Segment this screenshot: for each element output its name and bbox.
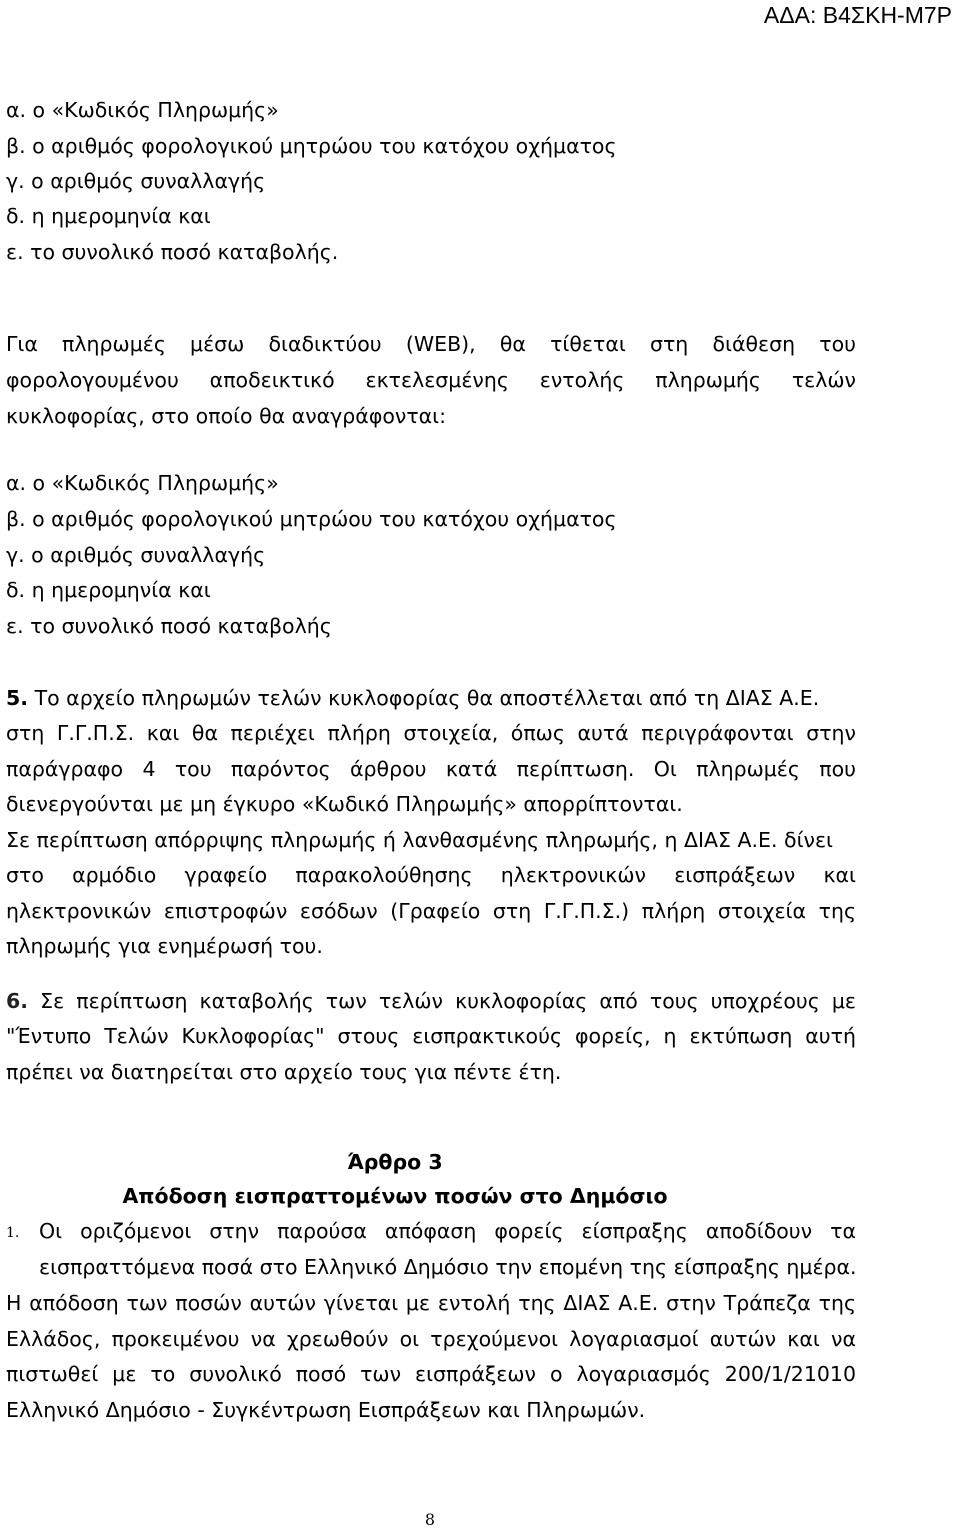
section-number: 6. [6, 989, 29, 1013]
paragraph-line: ηλεκτρονικών επιστροφών εσόδων (Γραφείο στη Γ.Γ.Π.Σ.) πλήρη στοιχεία της [6, 899, 856, 923]
paragraph-line: στο αρμόδιο γραφείο παρακολούθησης ηλεκτρονικών εισπράξεων και [6, 863, 856, 887]
paragraph-line: Σε περίπτωση απόρριψης πληρωμής ή λανθασμένης πληρωμής, η ΔΙΑΣ Α.Ε. δίνει [6, 828, 833, 852]
paragraph-line: Οι οριζόμενοι στην παρούσα απόφαση φορείς είσπραξης αποδίδουν τα [39, 1219, 856, 1243]
paragraph-line: εισπραττόμενα ποσά στο Ελληνικό Δημόσιο την επομένη της είσπραξης ημέρα. [39, 1255, 857, 1279]
paragraph-line: πληρωμής για ενημέρωσή του. [6, 934, 323, 958]
list-item: α. ο «Κωδικός Πληρωμής» [6, 471, 279, 495]
paragraph-line: Ελλάδος, προκειμένου να χρεωθούν οι τρεχούμενοι λογαριασμοί αυτών και να [6, 1327, 856, 1351]
section-number: 5. [6, 686, 29, 710]
list-item: ε. το συνολικό ποσό καταβολής [6, 614, 332, 638]
page-number: 8 [424, 1510, 436, 1529]
list-item: α. ο «Κωδικός Πληρωμής» [6, 98, 279, 122]
article-heading: Άρθρο 3 [347, 1150, 443, 1174]
section-text: Το αρχείο πληρωμών τελών κυκλοφορίας θα αποστέλλεται από τη ΔΙΑΣ Α.Ε. [34, 686, 820, 710]
list-item: β. ο αριθμός φορολογικού μητρώου του κατόχου οχήματος [6, 134, 617, 158]
paragraph-line: πρέπει να διατηρείται στο αρχείο τους για πέντε έτη. [6, 1060, 562, 1084]
list-item: γ. ο αριθμός συναλλαγής [6, 169, 266, 193]
paragraph-line: κυκλοφορίας, στο οποίο θα αναγράφονται: [6, 404, 447, 428]
section-6-first-line [6, 987, 856, 1015]
section-text: Σε περίπτωση καταβολής των τελών κυκλοφορίας από τους υποχρέους με [40, 989, 856, 1013]
article-subheading: Απόδοση εισπραττομένων ποσών στο Δημόσιο [122, 1184, 668, 1208]
section-5-first-line [6, 684, 819, 712]
list-item: γ. ο αριθμός συναλλαγής [6, 543, 266, 567]
list-item: ε. το συνολικό ποσό καταβολής. [6, 240, 339, 264]
paragraph-line: πιστωθεί με το συνολικό ποσό των εισπράξεων ο λογαριασμός 200/1/21010 [6, 1362, 856, 1386]
paragraph-line: φορολογουμένου αποδεικτικό εκτελεσμένης εντολής πληρωμής τελών [6, 368, 856, 392]
list-item: δ. η ημερομηνία και [6, 578, 211, 602]
paragraph-line: διενεργούνται με μη έγκυρο «Κωδικό Πληρωμής» απορρίπτονται. [6, 792, 683, 816]
paragraph-line: παράγραφο 4 του παρόντος άρθρου κατά περίπτωση. Οι πληρωμές που [6, 757, 856, 781]
list-item: β. ο αριθμός φορολογικού μητρώου του κατόχου οχήματος [6, 507, 617, 531]
paragraph-line: Ελληνικό Δημόσιο - Συγκέντρωση Εισπράξεων και Πληρωμών. [6, 1398, 646, 1422]
paragraph-line: στη Γ.Γ.Π.Σ. και θα περιέχει πλήρη στοιχεία, όπως αυτά περιγράφονται στην [6, 721, 856, 745]
list-item: δ. η ημερομηνία και [6, 204, 211, 228]
item-number: 1. [6, 1225, 20, 1241]
paragraph-line: "Έντυπο Τελών Κυκλοφορίας" στους εισπρακτικούς φορείς, η εκτύπωση αυτή [6, 1024, 856, 1048]
paragraph-line: Η απόδοση των ποσών αυτών γίνεται με εντολή της ΔΙΑΣ Α.Ε. στην Τράπεζα της [6, 1291, 856, 1315]
ada-code: ΑΔΑ: Β4ΣΚΗ-Μ7Ρ [763, 2, 952, 28]
paragraph-line: Για πληρωμές μέσω διαδικτύου (WEB), θα τίθεται στη διάθεση του [6, 332, 856, 356]
